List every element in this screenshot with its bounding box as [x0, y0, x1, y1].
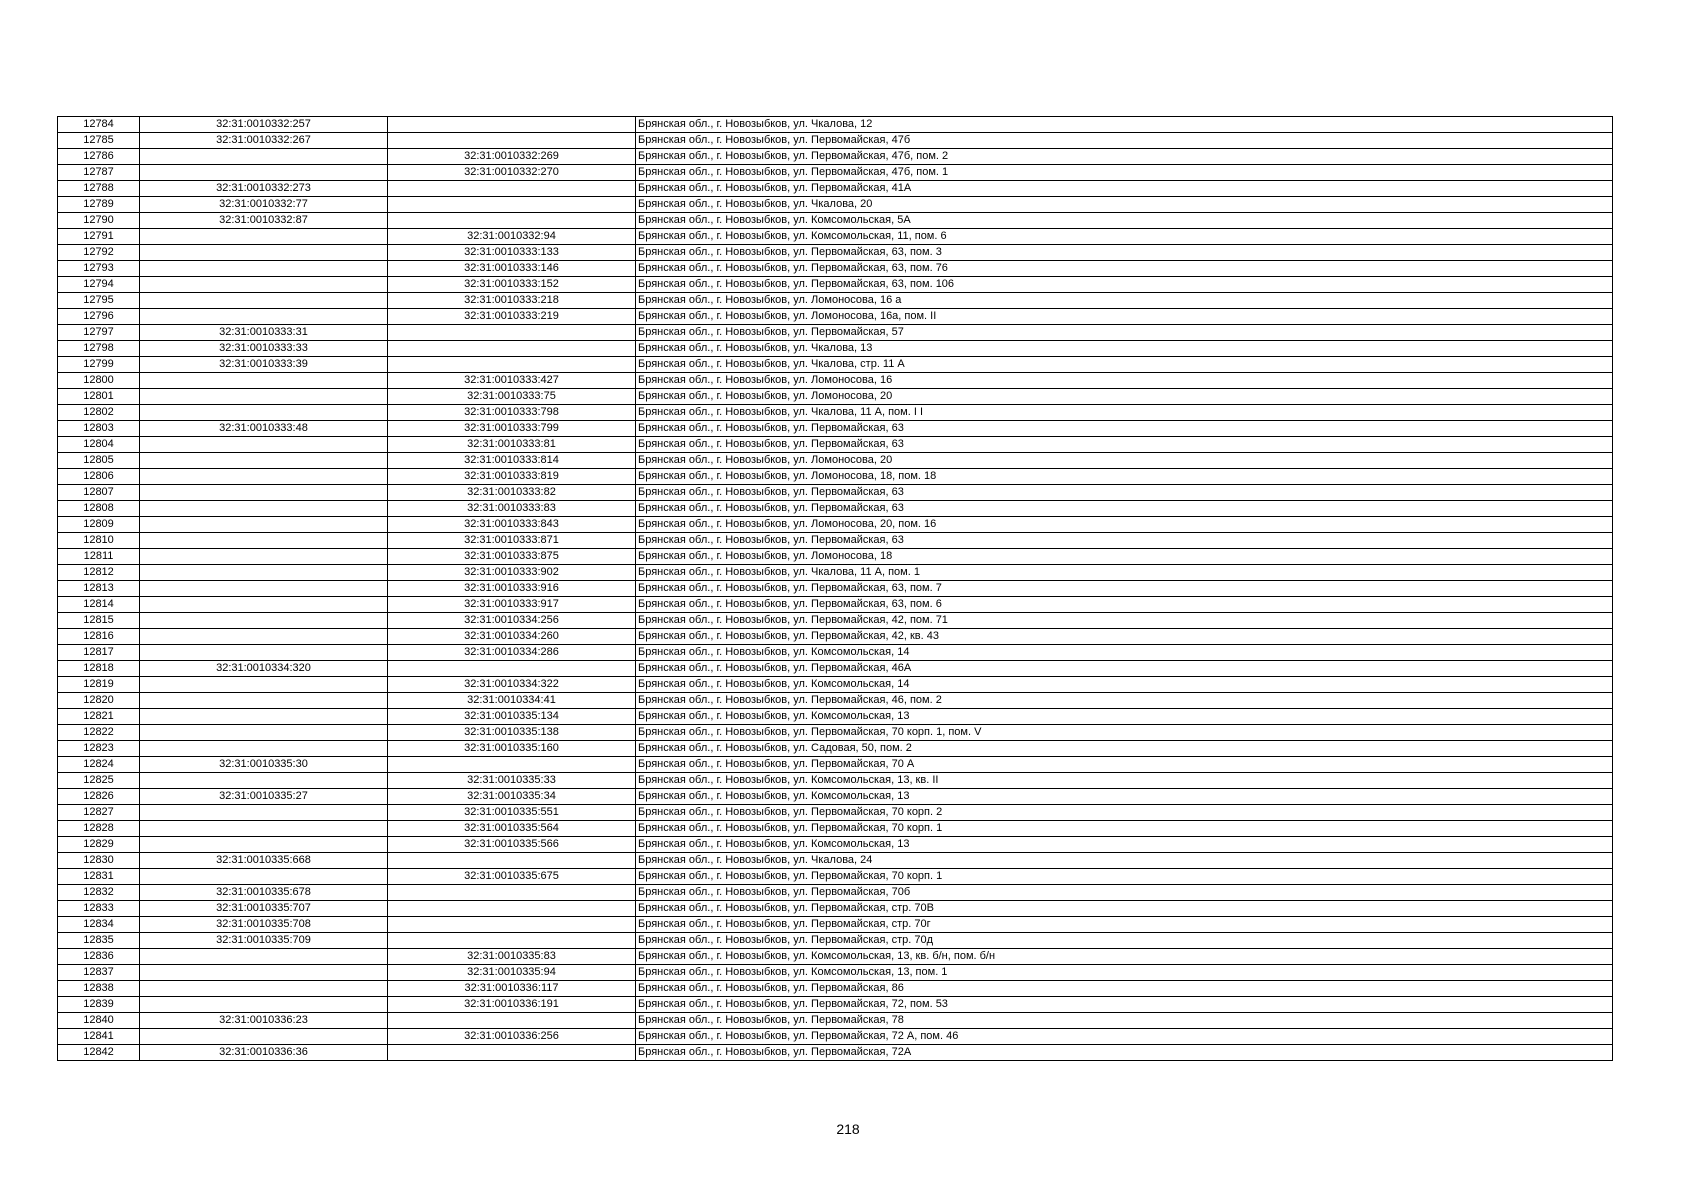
object-cadastral-number-cell	[388, 341, 636, 357]
table-row	[58, 757, 1613, 773]
address-cell: Брянская обл., г. Новозыбков, ул. Первомайская, 70 корп. 2	[636, 805, 1613, 821]
address-cell: Брянская обл., г. Новозыбков, ул. Первомайская, 42, пом. 71	[636, 613, 1613, 629]
table-row	[58, 565, 1613, 581]
row-number-cell: 12803	[58, 421, 140, 437]
row-number-cell: 12801	[58, 389, 140, 405]
table-row	[58, 981, 1613, 997]
land-cadastral-number-cell	[140, 373, 388, 389]
table-row	[58, 181, 1613, 197]
object-cadastral-number-cell	[388, 853, 636, 869]
table-row	[58, 245, 1613, 261]
land-cadastral-number-cell	[140, 693, 388, 709]
row-number-cell: 12830	[58, 853, 140, 869]
object-cadastral-number-cell: 32:31:0010335:33	[388, 773, 636, 789]
address-cell: Брянская обл., г. Новозыбков, ул. Чкалова, стр. 11 А	[636, 357, 1613, 373]
address-cell: Брянская обл., г. Новозыбков, ул. Первомайская, 78	[636, 1013, 1613, 1029]
address-cell: Брянская обл., г. Новозыбков, ул. Первомайская, 63, пом. 76	[636, 261, 1613, 277]
row-number-cell: 12806	[58, 469, 140, 485]
land-cadastral-number-cell	[140, 309, 388, 325]
land-cadastral-number-cell	[140, 1029, 388, 1045]
row-number-cell: 12826	[58, 789, 140, 805]
land-cadastral-number-cell	[140, 165, 388, 181]
land-cadastral-number-cell	[140, 277, 388, 293]
object-cadastral-number-cell: 32:31:0010333:875	[388, 549, 636, 565]
object-cadastral-number-cell: 32:31:0010333:814	[388, 453, 636, 469]
land-cadastral-number-cell: 32:31:0010335:678	[140, 885, 388, 901]
land-cadastral-number-cell	[140, 965, 388, 981]
land-cadastral-number-cell	[140, 949, 388, 965]
address-cell: Брянская обл., г. Новозыбков, ул. Комсомольская, 13, пом. 1	[636, 965, 1613, 981]
table-row	[58, 725, 1613, 741]
address-cell: Брянская обл., г. Новозыбков, ул. Первомайская, 47б	[636, 133, 1613, 149]
land-cadastral-number-cell: 32:31:0010332:273	[140, 181, 388, 197]
land-cadastral-number-cell	[140, 533, 388, 549]
address-cell: Брянская обл., г. Новозыбков, ул. Комсомольская, 5А	[636, 213, 1613, 229]
table-row	[58, 837, 1613, 853]
object-cadastral-number-cell: 32:31:0010333:83	[388, 501, 636, 517]
row-number-cell: 12814	[58, 597, 140, 613]
row-number-cell: 12809	[58, 517, 140, 533]
object-cadastral-number-cell: 32:31:0010335:675	[388, 869, 636, 885]
row-number-cell: 12786	[58, 149, 140, 165]
row-number-cell: 12819	[58, 677, 140, 693]
land-cadastral-number-cell	[140, 677, 388, 693]
land-cadastral-number-cell	[140, 597, 388, 613]
object-cadastral-number-cell: 32:31:0010334:41	[388, 693, 636, 709]
row-number-cell: 12784	[58, 117, 140, 133]
address-cell: Брянская обл., г. Новозыбков, ул. Первомайская, 47б, пом. 2	[636, 149, 1613, 165]
table-row	[58, 149, 1613, 165]
object-cadastral-number-cell: 32:31:0010335:564	[388, 821, 636, 837]
table-row	[58, 773, 1613, 789]
object-cadastral-number-cell: 32:31:0010333:427	[388, 373, 636, 389]
table-row	[58, 197, 1613, 213]
row-number-cell: 12800	[58, 373, 140, 389]
address-cell: Брянская обл., г. Новозыбков, ул. Первомайская, 70 корп. 1, пом. V	[636, 725, 1613, 741]
table-row	[58, 789, 1613, 805]
address-cell: Брянская обл., г. Новозыбков, ул. Первомайская, стр. 70В	[636, 901, 1613, 917]
object-cadastral-number-cell	[388, 133, 636, 149]
address-cell: Брянская обл., г. Новозыбков, ул. Первомайская, 70 корп. 1	[636, 869, 1613, 885]
row-number-cell: 12788	[58, 181, 140, 197]
address-cell: Брянская обл., г. Новозыбков, ул. Комсомольская, 13	[636, 789, 1613, 805]
address-cell: Брянская обл., г. Новозыбков, ул. Комсомольская, 13, кв. II	[636, 773, 1613, 789]
address-cell: Брянская обл., г. Новозыбков, ул. Первомайская, 63	[636, 501, 1613, 517]
row-number-cell: 12841	[58, 1029, 140, 1045]
object-cadastral-number-cell: 32:31:0010333:133	[388, 245, 636, 261]
object-cadastral-number-cell	[388, 933, 636, 949]
row-number-cell: 12842	[58, 1045, 140, 1061]
address-cell: Брянская обл., г. Новозыбков, ул. Ломоносова, 20	[636, 389, 1613, 405]
row-number-cell: 12836	[58, 949, 140, 965]
row-number-cell: 12821	[58, 709, 140, 725]
address-cell: Брянская обл., г. Новозыбков, ул. Ломоносова, 18, пом. 18	[636, 469, 1613, 485]
land-cadastral-number-cell: 32:31:0010335:709	[140, 933, 388, 949]
table-row	[58, 1029, 1613, 1045]
table-row	[58, 277, 1613, 293]
row-number-cell: 12827	[58, 805, 140, 821]
table-row	[58, 517, 1613, 533]
table-row	[58, 853, 1613, 869]
table-row	[58, 581, 1613, 597]
table-row	[58, 917, 1613, 933]
land-cadastral-number-cell	[140, 405, 388, 421]
object-cadastral-number-cell	[388, 213, 636, 229]
row-number-cell: 12791	[58, 229, 140, 245]
object-cadastral-number-cell: 32:31:0010332:94	[388, 229, 636, 245]
object-cadastral-number-cell	[388, 1045, 636, 1061]
table-row	[58, 469, 1613, 485]
object-cadastral-number-cell: 32:31:0010334:256	[388, 613, 636, 629]
row-number-cell: 12811	[58, 549, 140, 565]
object-cadastral-number-cell	[388, 325, 636, 341]
row-number-cell: 12785	[58, 133, 140, 149]
row-number-cell: 12808	[58, 501, 140, 517]
address-cell: Брянская обл., г. Новозыбков, ул. Первомайская, 72, пом. 53	[636, 997, 1613, 1013]
row-number-cell: 12832	[58, 885, 140, 901]
object-cadastral-number-cell	[388, 181, 636, 197]
table-row	[58, 501, 1613, 517]
land-cadastral-number-cell	[140, 261, 388, 277]
address-cell: Брянская обл., г. Новозыбков, ул. Первомайская, 46, пом. 2	[636, 693, 1613, 709]
address-cell: Брянская обл., г. Новозыбков, ул. Ломоносова, 20, пом. 16	[636, 517, 1613, 533]
address-cell: Брянская обл., г. Новозыбков, ул. Первомайская, 63	[636, 437, 1613, 453]
row-number-cell: 12792	[58, 245, 140, 261]
object-cadastral-number-cell: 32:31:0010334:260	[388, 629, 636, 645]
land-cadastral-number-cell	[140, 725, 388, 741]
address-cell: Брянская обл., г. Новозыбков, ул. Комсомольская, 13	[636, 837, 1613, 853]
table-row	[58, 165, 1613, 181]
object-cadastral-number-cell	[388, 661, 636, 677]
object-cadastral-number-cell	[388, 357, 636, 373]
table-row	[58, 949, 1613, 965]
address-cell: Брянская обл., г. Новозыбков, ул. Чкалова, 11 А, пом. 1	[636, 565, 1613, 581]
table-row	[58, 325, 1613, 341]
table-row	[58, 709, 1613, 725]
row-number-cell: 12812	[58, 565, 140, 581]
address-cell: Брянская обл., г. Новозыбков, ул. Первомайская, 70б	[636, 885, 1613, 901]
land-cadastral-number-cell: 32:31:0010333:39	[140, 357, 388, 373]
land-cadastral-number-cell: 32:31:0010333:48	[140, 421, 388, 437]
address-cell: Брянская обл., г. Новозыбков, ул. Первомайская, 41А	[636, 181, 1613, 197]
land-cadastral-number-cell	[140, 293, 388, 309]
cadastral-table	[57, 116, 1613, 1061]
table-row	[58, 1045, 1613, 1061]
object-cadastral-number-cell: 32:31:0010333:902	[388, 565, 636, 581]
object-cadastral-number-cell	[388, 1013, 636, 1029]
row-number-cell: 12835	[58, 933, 140, 949]
address-cell: Брянская обл., г. Новозыбков, ул. Комсомольская, 14	[636, 677, 1613, 693]
object-cadastral-number-cell: 32:31:0010335:551	[388, 805, 636, 821]
land-cadastral-number-cell	[140, 389, 388, 405]
row-number-cell: 12795	[58, 293, 140, 309]
row-number-cell: 12822	[58, 725, 140, 741]
object-cadastral-number-cell: 32:31:0010333:75	[388, 389, 636, 405]
object-cadastral-number-cell: 32:31:0010336:117	[388, 981, 636, 997]
table-row	[58, 133, 1613, 149]
object-cadastral-number-cell: 32:31:0010335:94	[388, 965, 636, 981]
object-cadastral-number-cell: 32:31:0010333:152	[388, 277, 636, 293]
address-cell: Брянская обл., г. Новозыбков, ул. Первомайская, 72А	[636, 1045, 1613, 1061]
land-cadastral-number-cell	[140, 805, 388, 821]
row-number-cell: 12825	[58, 773, 140, 789]
row-number-cell: 12837	[58, 965, 140, 981]
table-row	[58, 421, 1613, 437]
row-number-cell: 12790	[58, 213, 140, 229]
land-cadastral-number-cell	[140, 245, 388, 261]
row-number-cell: 12817	[58, 645, 140, 661]
land-cadastral-number-cell: 32:31:0010333:33	[140, 341, 388, 357]
object-cadastral-number-cell: 32:31:0010333:871	[388, 533, 636, 549]
address-cell: Брянская обл., г. Новозыбков, ул. Чкалова, 24	[636, 853, 1613, 869]
address-cell: Брянская обл., г. Новозыбков, ул. Первомайская, 63, пом. 7	[636, 581, 1613, 597]
object-cadastral-number-cell: 32:31:0010333:799	[388, 421, 636, 437]
object-cadastral-number-cell	[388, 757, 636, 773]
table-row	[58, 341, 1613, 357]
row-number-cell: 12793	[58, 261, 140, 277]
object-cadastral-number-cell: 32:31:0010335:160	[388, 741, 636, 757]
land-cadastral-number-cell	[140, 629, 388, 645]
land-cadastral-number-cell	[140, 981, 388, 997]
object-cadastral-number-cell: 32:31:0010333:843	[388, 517, 636, 533]
page-number: 218	[836, 1121, 860, 1137]
address-cell: Брянская обл., г. Новозыбков, ул. Ломоносова, 20	[636, 453, 1613, 469]
row-number-cell: 12796	[58, 309, 140, 325]
table-row	[58, 229, 1613, 245]
row-number-cell: 12804	[58, 437, 140, 453]
row-number-cell: 12823	[58, 741, 140, 757]
row-number-cell: 12805	[58, 453, 140, 469]
row-number-cell: 12807	[58, 485, 140, 501]
address-cell: Брянская обл., г. Новозыбков, ул. Первомайская, 46А	[636, 661, 1613, 677]
table-row	[58, 741, 1613, 757]
address-cell: Брянская обл., г. Новозыбков, ул. Первомайская, 86	[636, 981, 1613, 997]
table-row	[58, 261, 1613, 277]
address-cell: Брянская обл., г. Новозыбков, ул. Первомайская, 63, пом. 3	[636, 245, 1613, 261]
cadastral-table-body	[58, 117, 1613, 1061]
table-row	[58, 869, 1613, 885]
object-cadastral-number-cell: 32:31:0010333:916	[388, 581, 636, 597]
table-row	[58, 1013, 1613, 1029]
table-row	[58, 997, 1613, 1013]
land-cadastral-number-cell: 32:31:0010336:23	[140, 1013, 388, 1029]
object-cadastral-number-cell: 32:31:0010333:81	[388, 437, 636, 453]
land-cadastral-number-cell	[140, 549, 388, 565]
table-row	[58, 693, 1613, 709]
row-number-cell: 12833	[58, 901, 140, 917]
row-number-cell: 12810	[58, 533, 140, 549]
land-cadastral-number-cell	[140, 437, 388, 453]
row-number-cell: 12815	[58, 613, 140, 629]
row-number-cell: 12831	[58, 869, 140, 885]
land-cadastral-number-cell	[140, 581, 388, 597]
row-number-cell: 12824	[58, 757, 140, 773]
object-cadastral-number-cell: 32:31:0010333:82	[388, 485, 636, 501]
land-cadastral-number-cell	[140, 565, 388, 581]
address-cell: Брянская обл., г. Новозыбков, ул. Первомайская, 63	[636, 485, 1613, 501]
table-row	[58, 405, 1613, 421]
land-cadastral-number-cell: 32:31:0010335:27	[140, 789, 388, 805]
address-cell: Брянская обл., г. Новозыбков, ул. Чкалова, 20	[636, 197, 1613, 213]
row-number-cell: 12787	[58, 165, 140, 181]
table-row	[58, 661, 1613, 677]
table-row	[58, 821, 1613, 837]
object-cadastral-number-cell: 32:31:0010333:798	[388, 405, 636, 421]
row-number-cell: 12802	[58, 405, 140, 421]
object-cadastral-number-cell: 32:31:0010335:83	[388, 949, 636, 965]
table-row	[58, 453, 1613, 469]
land-cadastral-number-cell	[140, 501, 388, 517]
row-number-cell: 12818	[58, 661, 140, 677]
table-row	[58, 485, 1613, 501]
land-cadastral-number-cell	[140, 645, 388, 661]
table-row	[58, 933, 1613, 949]
land-cadastral-number-cell	[140, 709, 388, 725]
table-row	[58, 373, 1613, 389]
table-row	[58, 357, 1613, 373]
land-cadastral-number-cell	[140, 613, 388, 629]
address-cell: Брянская обл., г. Новозыбков, ул. Чкалова, 11 А, пом. I I	[636, 405, 1613, 421]
table-row	[58, 901, 1613, 917]
object-cadastral-number-cell: 32:31:0010335:134	[388, 709, 636, 725]
table-row	[58, 613, 1613, 629]
address-cell: Брянская обл., г. Новозыбков, ул. Комсомольская, 13, кв. б/н, пом. б/н	[636, 949, 1613, 965]
object-cadastral-number-cell: 32:31:0010333:146	[388, 261, 636, 277]
address-cell: Брянская обл., г. Новозыбков, ул. Чкалова, 13	[636, 341, 1613, 357]
address-cell: Брянская обл., г. Новозыбков, ул. Первомайская, 70 А	[636, 757, 1613, 773]
land-cadastral-number-cell	[140, 869, 388, 885]
address-cell: Брянская обл., г. Новозыбков, ул. Первомайская, 57	[636, 325, 1613, 341]
table-row	[58, 293, 1613, 309]
row-number-cell: 12816	[58, 629, 140, 645]
table-row	[58, 677, 1613, 693]
address-cell: Брянская обл., г. Новозыбков, ул. Первомайская, 63, пом. 106	[636, 277, 1613, 293]
land-cadastral-number-cell: 32:31:0010333:31	[140, 325, 388, 341]
land-cadastral-number-cell: 32:31:0010334:320	[140, 661, 388, 677]
land-cadastral-number-cell: 32:31:0010335:708	[140, 917, 388, 933]
address-cell: Брянская обл., г. Новозыбков, ул. Первомайская, 63	[636, 421, 1613, 437]
table-row	[58, 597, 1613, 613]
land-cadastral-number-cell: 32:31:0010332:87	[140, 213, 388, 229]
address-cell: Брянская обл., г. Новозыбков, ул. Ломоносова, 16а, пом. II	[636, 309, 1613, 325]
object-cadastral-number-cell: 32:31:0010332:270	[388, 165, 636, 181]
land-cadastral-number-cell	[140, 997, 388, 1013]
land-cadastral-number-cell: 32:31:0010335:30	[140, 757, 388, 773]
object-cadastral-number-cell	[388, 917, 636, 933]
land-cadastral-number-cell	[140, 149, 388, 165]
object-cadastral-number-cell	[388, 901, 636, 917]
land-cadastral-number-cell: 32:31:0010332:267	[140, 133, 388, 149]
object-cadastral-number-cell: 32:31:0010334:286	[388, 645, 636, 661]
table-row	[58, 549, 1613, 565]
address-cell: Брянская обл., г. Новозыбков, ул. Первомайская, 47б, пом. 1	[636, 165, 1613, 181]
land-cadastral-number-cell	[140, 773, 388, 789]
row-number-cell: 12828	[58, 821, 140, 837]
row-number-cell: 12798	[58, 341, 140, 357]
land-cadastral-number-cell	[140, 837, 388, 853]
address-cell: Брянская обл., г. Новозыбков, ул. Комсомольская, 13	[636, 709, 1613, 725]
row-number-cell: 12799	[58, 357, 140, 373]
object-cadastral-number-cell	[388, 117, 636, 133]
table-row	[58, 389, 1613, 405]
row-number-cell: 12794	[58, 277, 140, 293]
land-cadastral-number-cell	[140, 821, 388, 837]
land-cadastral-number-cell: 32:31:0010335:668	[140, 853, 388, 869]
land-cadastral-number-cell	[140, 485, 388, 501]
object-cadastral-number-cell: 32:31:0010332:269	[388, 149, 636, 165]
address-cell: Брянская обл., г. Новозыбков, ул. Первомайская, 70 корп. 1	[636, 821, 1613, 837]
address-cell: Брянская обл., г. Новозыбков, ул. Первомайская, стр. 70г	[636, 917, 1613, 933]
address-cell: Брянская обл., г. Новозыбков, ул. Первомайская, стр. 70д	[636, 933, 1613, 949]
row-number-cell: 12813	[58, 581, 140, 597]
address-cell: Брянская обл., г. Новозыбков, ул. Первомайская, 72 А, пом. 46	[636, 1029, 1613, 1045]
object-cadastral-number-cell	[388, 885, 636, 901]
address-cell: Брянская обл., г. Новозыбков, ул. Комсомольская, 11, пом. 6	[636, 229, 1613, 245]
object-cadastral-number-cell: 32:31:0010333:218	[388, 293, 636, 309]
table-row	[58, 805, 1613, 821]
table-row	[58, 965, 1613, 981]
land-cadastral-number-cell: 32:31:0010336:36	[140, 1045, 388, 1061]
row-number-cell: 12834	[58, 917, 140, 933]
address-cell: Брянская обл., г. Новозыбков, ул. Первомайская, 63, пом. 6	[636, 597, 1613, 613]
object-cadastral-number-cell: 32:31:0010335:34	[388, 789, 636, 805]
row-number-cell: 12840	[58, 1013, 140, 1029]
object-cadastral-number-cell: 32:31:0010333:219	[388, 309, 636, 325]
address-cell: Брянская обл., г. Новозыбков, ул. Первомайская, 42, кв. 43	[636, 629, 1613, 645]
row-number-cell: 12839	[58, 997, 140, 1013]
table-row	[58, 213, 1613, 229]
row-number-cell: 12789	[58, 197, 140, 213]
address-cell: Брянская обл., г. Новозыбков, ул. Чкалова, 12	[636, 117, 1613, 133]
address-cell: Брянская обл., г. Новозыбков, ул. Ломоносова, 16	[636, 373, 1613, 389]
object-cadastral-number-cell: 32:31:0010334:322	[388, 677, 636, 693]
land-cadastral-number-cell	[140, 741, 388, 757]
land-cadastral-number-cell	[140, 469, 388, 485]
table-row	[58, 645, 1613, 661]
land-cadastral-number-cell	[140, 453, 388, 469]
object-cadastral-number-cell: 32:31:0010335:566	[388, 837, 636, 853]
land-cadastral-number-cell	[140, 229, 388, 245]
row-number-cell: 12820	[58, 693, 140, 709]
object-cadastral-number-cell: 32:31:0010335:138	[388, 725, 636, 741]
address-cell: Брянская обл., г. Новозыбков, ул. Комсомольская, 14	[636, 645, 1613, 661]
land-cadastral-number-cell: 32:31:0010332:77	[140, 197, 388, 213]
address-cell: Брянская обл., г. Новозыбков, ул. Ломоносова, 18	[636, 549, 1613, 565]
land-cadastral-number-cell: 32:31:0010335:707	[140, 901, 388, 917]
table-row	[58, 437, 1613, 453]
row-number-cell: 12797	[58, 325, 140, 341]
object-cadastral-number-cell: 32:31:0010336:191	[388, 997, 636, 1013]
object-cadastral-number-cell	[388, 197, 636, 213]
table-row	[58, 533, 1613, 549]
object-cadastral-number-cell: 32:31:0010336:256	[388, 1029, 636, 1045]
object-cadastral-number-cell: 32:31:0010333:819	[388, 469, 636, 485]
table-row	[58, 885, 1613, 901]
address-cell: Брянская обл., г. Новозыбков, ул. Садовая, 50, пом. 2	[636, 741, 1613, 757]
table-row	[58, 117, 1613, 133]
table-row	[58, 309, 1613, 325]
row-number-cell: 12838	[58, 981, 140, 997]
address-cell: Брянская обл., г. Новозыбков, ул. Ломоносова, 16 а	[636, 293, 1613, 309]
address-cell: Брянская обл., г. Новозыбков, ул. Первомайская, 63	[636, 533, 1613, 549]
table-row	[58, 629, 1613, 645]
land-cadastral-number-cell: 32:31:0010332:257	[140, 117, 388, 133]
row-number-cell: 12829	[58, 837, 140, 853]
land-cadastral-number-cell	[140, 517, 388, 533]
object-cadastral-number-cell: 32:31:0010333:917	[388, 597, 636, 613]
